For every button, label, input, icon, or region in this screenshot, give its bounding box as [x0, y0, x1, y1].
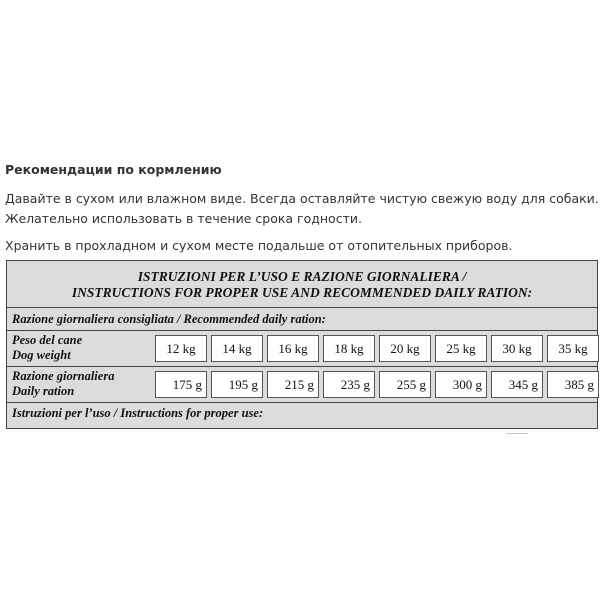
daily-ration-label-italian: Razione giornaliera [12, 369, 115, 383]
ration-cell: 255 g [379, 371, 431, 398]
weight-cell: 16 kg [267, 335, 319, 362]
ration-table-title-english: INSTRUCTIONS FOR PROPER USE AND RECOMMENDED DAILY RATION: [71, 285, 533, 300]
ration-cell: 345 g [491, 371, 543, 398]
weight-cell: 25 kg [435, 335, 487, 362]
ration-cell: 235 g [323, 371, 375, 398]
daily-ration-label-english: Daily ration [12, 384, 75, 398]
dog-weight-label [7, 331, 147, 366]
daily-ration-label [7, 367, 147, 402]
ration-cell: 300 g [435, 371, 487, 398]
weight-cell: 12 kg [155, 335, 207, 362]
ration-cell: 195 g [211, 371, 263, 398]
instructions-footer: Istruzioni per l’uso / Instructions for proper use: [12, 406, 264, 420]
ration-table-title [7, 261, 597, 308]
ration-cell: 385 g [547, 371, 599, 398]
daily-ration-row [7, 367, 597, 403]
ration-cell: 175 g [155, 371, 207, 398]
feeding-heading: Рекомендации по кормлению [5, 162, 222, 177]
storage-instructions: Хранить в прохладном и сухом месте подальше от отопительных приборов. [5, 238, 513, 253]
dog-weight-label-italian: Peso del cane [12, 333, 83, 347]
ration-cell: 215 g [267, 371, 319, 398]
weight-cell: 14 kg [211, 335, 263, 362]
ration-table-subheading: Razione giornaliera consigliata / Recommended daily ration: [7, 308, 597, 331]
dog-weight-row [7, 331, 597, 367]
weight-cell: 30 kg [491, 335, 543, 362]
feeding-instructions-line-2: Желательно использовать в течение срока годности. [5, 211, 362, 226]
weight-cell: 35 kg [547, 335, 599, 362]
ration-table-title-italian: ISTRUZIONI PER L’USO E RAZIONE GIORNALIERA / [137, 269, 467, 284]
weight-cell: 20 kg [379, 335, 431, 362]
divider-mark [506, 433, 528, 434]
weight-cell: 18 kg [323, 335, 375, 362]
dog-weight-label-english: Dog weight [12, 348, 71, 362]
feeding-instructions-line-1: Давайте в сухом или влажном виде. Всегда оставляйте чистую свежую воду для собаки. [5, 191, 599, 206]
ration-table [6, 260, 598, 429]
